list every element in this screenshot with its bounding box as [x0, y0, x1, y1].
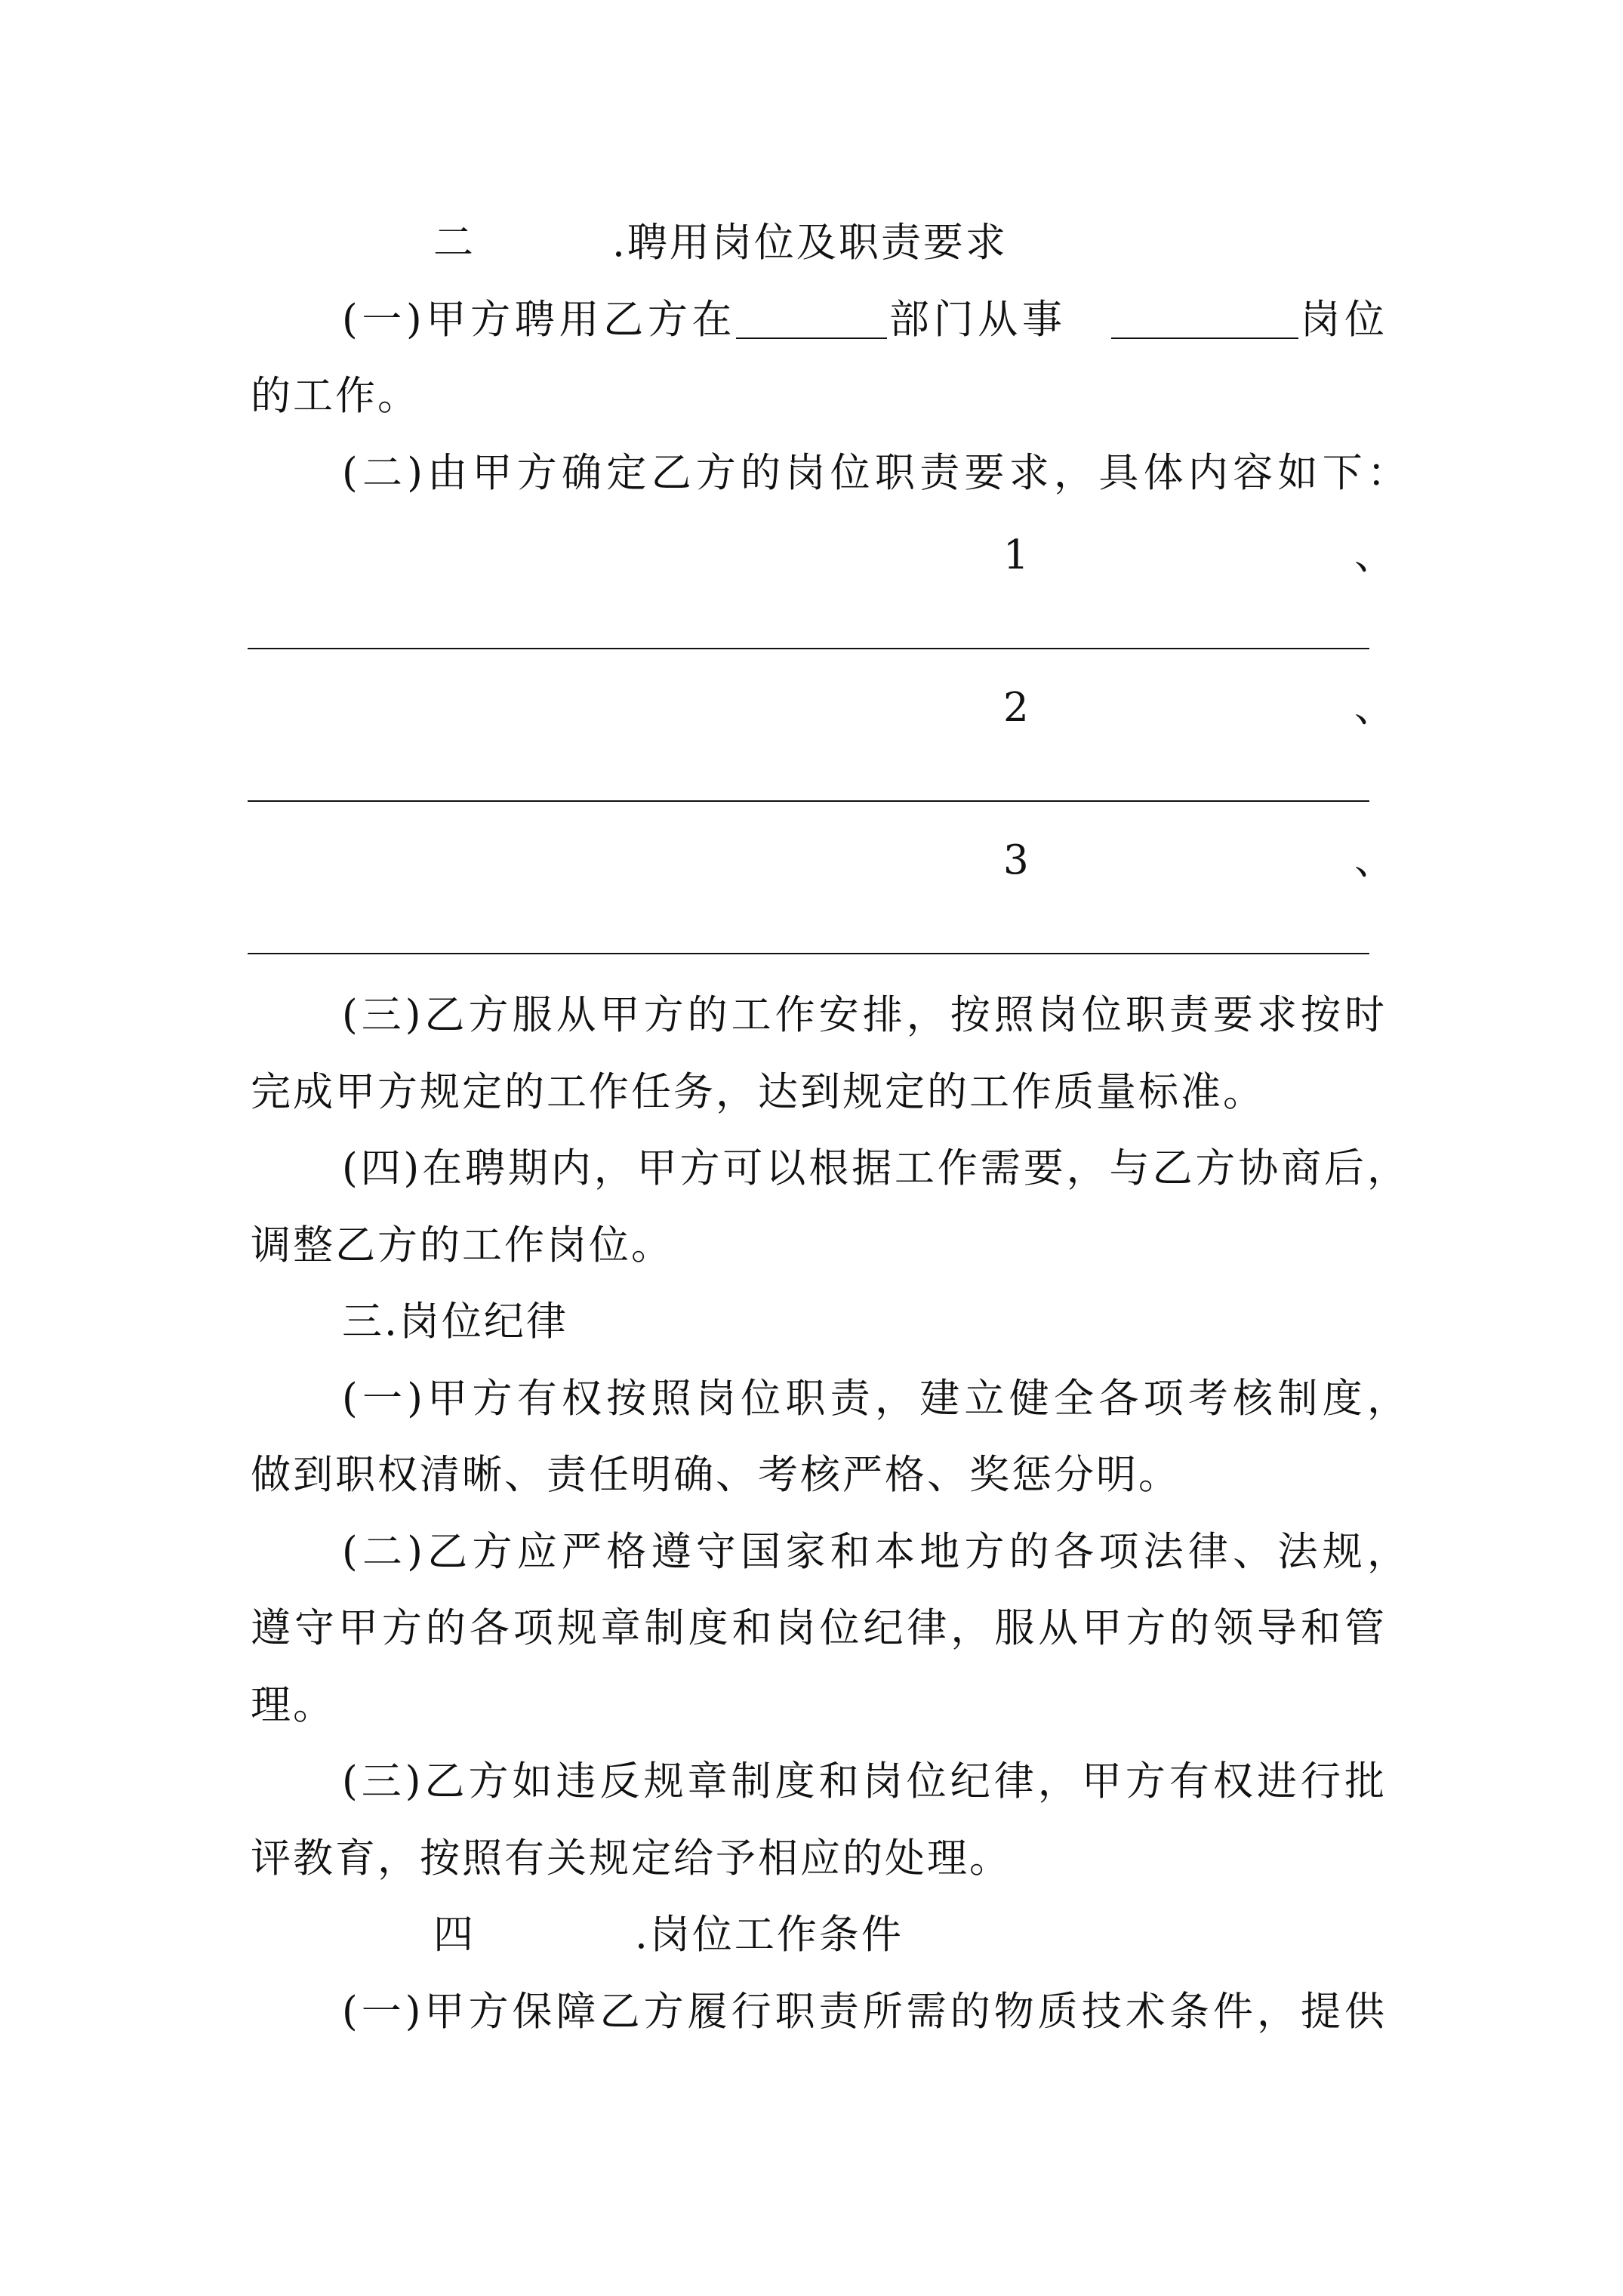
item-punctuation: 、	[1354, 837, 1394, 883]
duty-item	[251, 664, 1394, 816]
item-punctuation: 、	[1354, 685, 1394, 731]
clause-line: 完成甲方规定的工作任务，达到规定的工作质量标准。	[251, 1068, 1265, 1115]
fill-in-line	[248, 648, 1369, 649]
fill-in-line	[248, 800, 1369, 802]
clause-line: (四)在聘期内，甲方可以根据工作需要，与乙方协商后，	[342, 1145, 1409, 1191]
section-number: 四	[433, 1912, 476, 1958]
section-title: .岗位工作条件	[635, 1912, 904, 1958]
clause-line: (二)由甲方确定乙方的岗位职责要求，具体内容如下：	[342, 449, 1409, 496]
department-blank	[736, 297, 887, 339]
clause-line: 的工作。	[251, 373, 420, 419]
clause-text: 部门从事	[887, 296, 1067, 343]
item-number: 2	[1003, 685, 1029, 731]
duty-item	[251, 816, 1394, 969]
item-number: 1	[1003, 532, 1029, 578]
clause-line: 理。	[251, 1681, 335, 1728]
position-blank	[1111, 297, 1298, 339]
clause-text: 岗位	[1298, 296, 1387, 343]
clause-line: 遵守甲方的各项规章制度和岗位纪律，服从甲方的领导和管	[251, 1605, 1387, 1651]
clause-text: (一)甲方聘用乙方在	[342, 296, 737, 343]
section-title: .聘用岗位及职责要求	[612, 220, 1008, 266]
clause-line: (一)甲方有权按照岗位职责，建立健全各项考核制度，	[342, 1375, 1409, 1422]
clause-line: (三)乙方服从甲方的工作安排，按照岗位职责要求按时	[342, 992, 1387, 1038]
clause-line: 调整乙方的工作岗位。	[251, 1222, 673, 1268]
section-heading-3: 三.岗位纪律	[342, 1299, 568, 1345]
item-number: 3	[1003, 837, 1029, 883]
clause-line: 做到职权清晰、责任明确、考核严格、奖惩分明。	[251, 1452, 1181, 1498]
clause-line: (二)乙方应严格遵守国家和本地方的各项法律、法规，	[342, 1528, 1409, 1575]
clause-line: (三)乙方如违反规章制度和岗位纪律，甲方有权进行批	[342, 1758, 1387, 1804]
section-heading-2	[251, 205, 1387, 282]
item-punctuation: 、	[1354, 532, 1394, 578]
clause-line: (一)甲方保障乙方履行职责所需的物质技术条件，提供	[342, 1988, 1387, 2035]
clause-line: 评教育，按照有关规定给予相应的处理。	[251, 1835, 1012, 1881]
section-number: 二	[433, 220, 476, 266]
section-heading-4	[251, 1897, 1387, 1974]
document-body	[251, 205, 1409, 2050]
fill-in-line	[248, 953, 1369, 954]
duty-item	[251, 511, 1394, 664]
clause-line	[251, 282, 1387, 359]
